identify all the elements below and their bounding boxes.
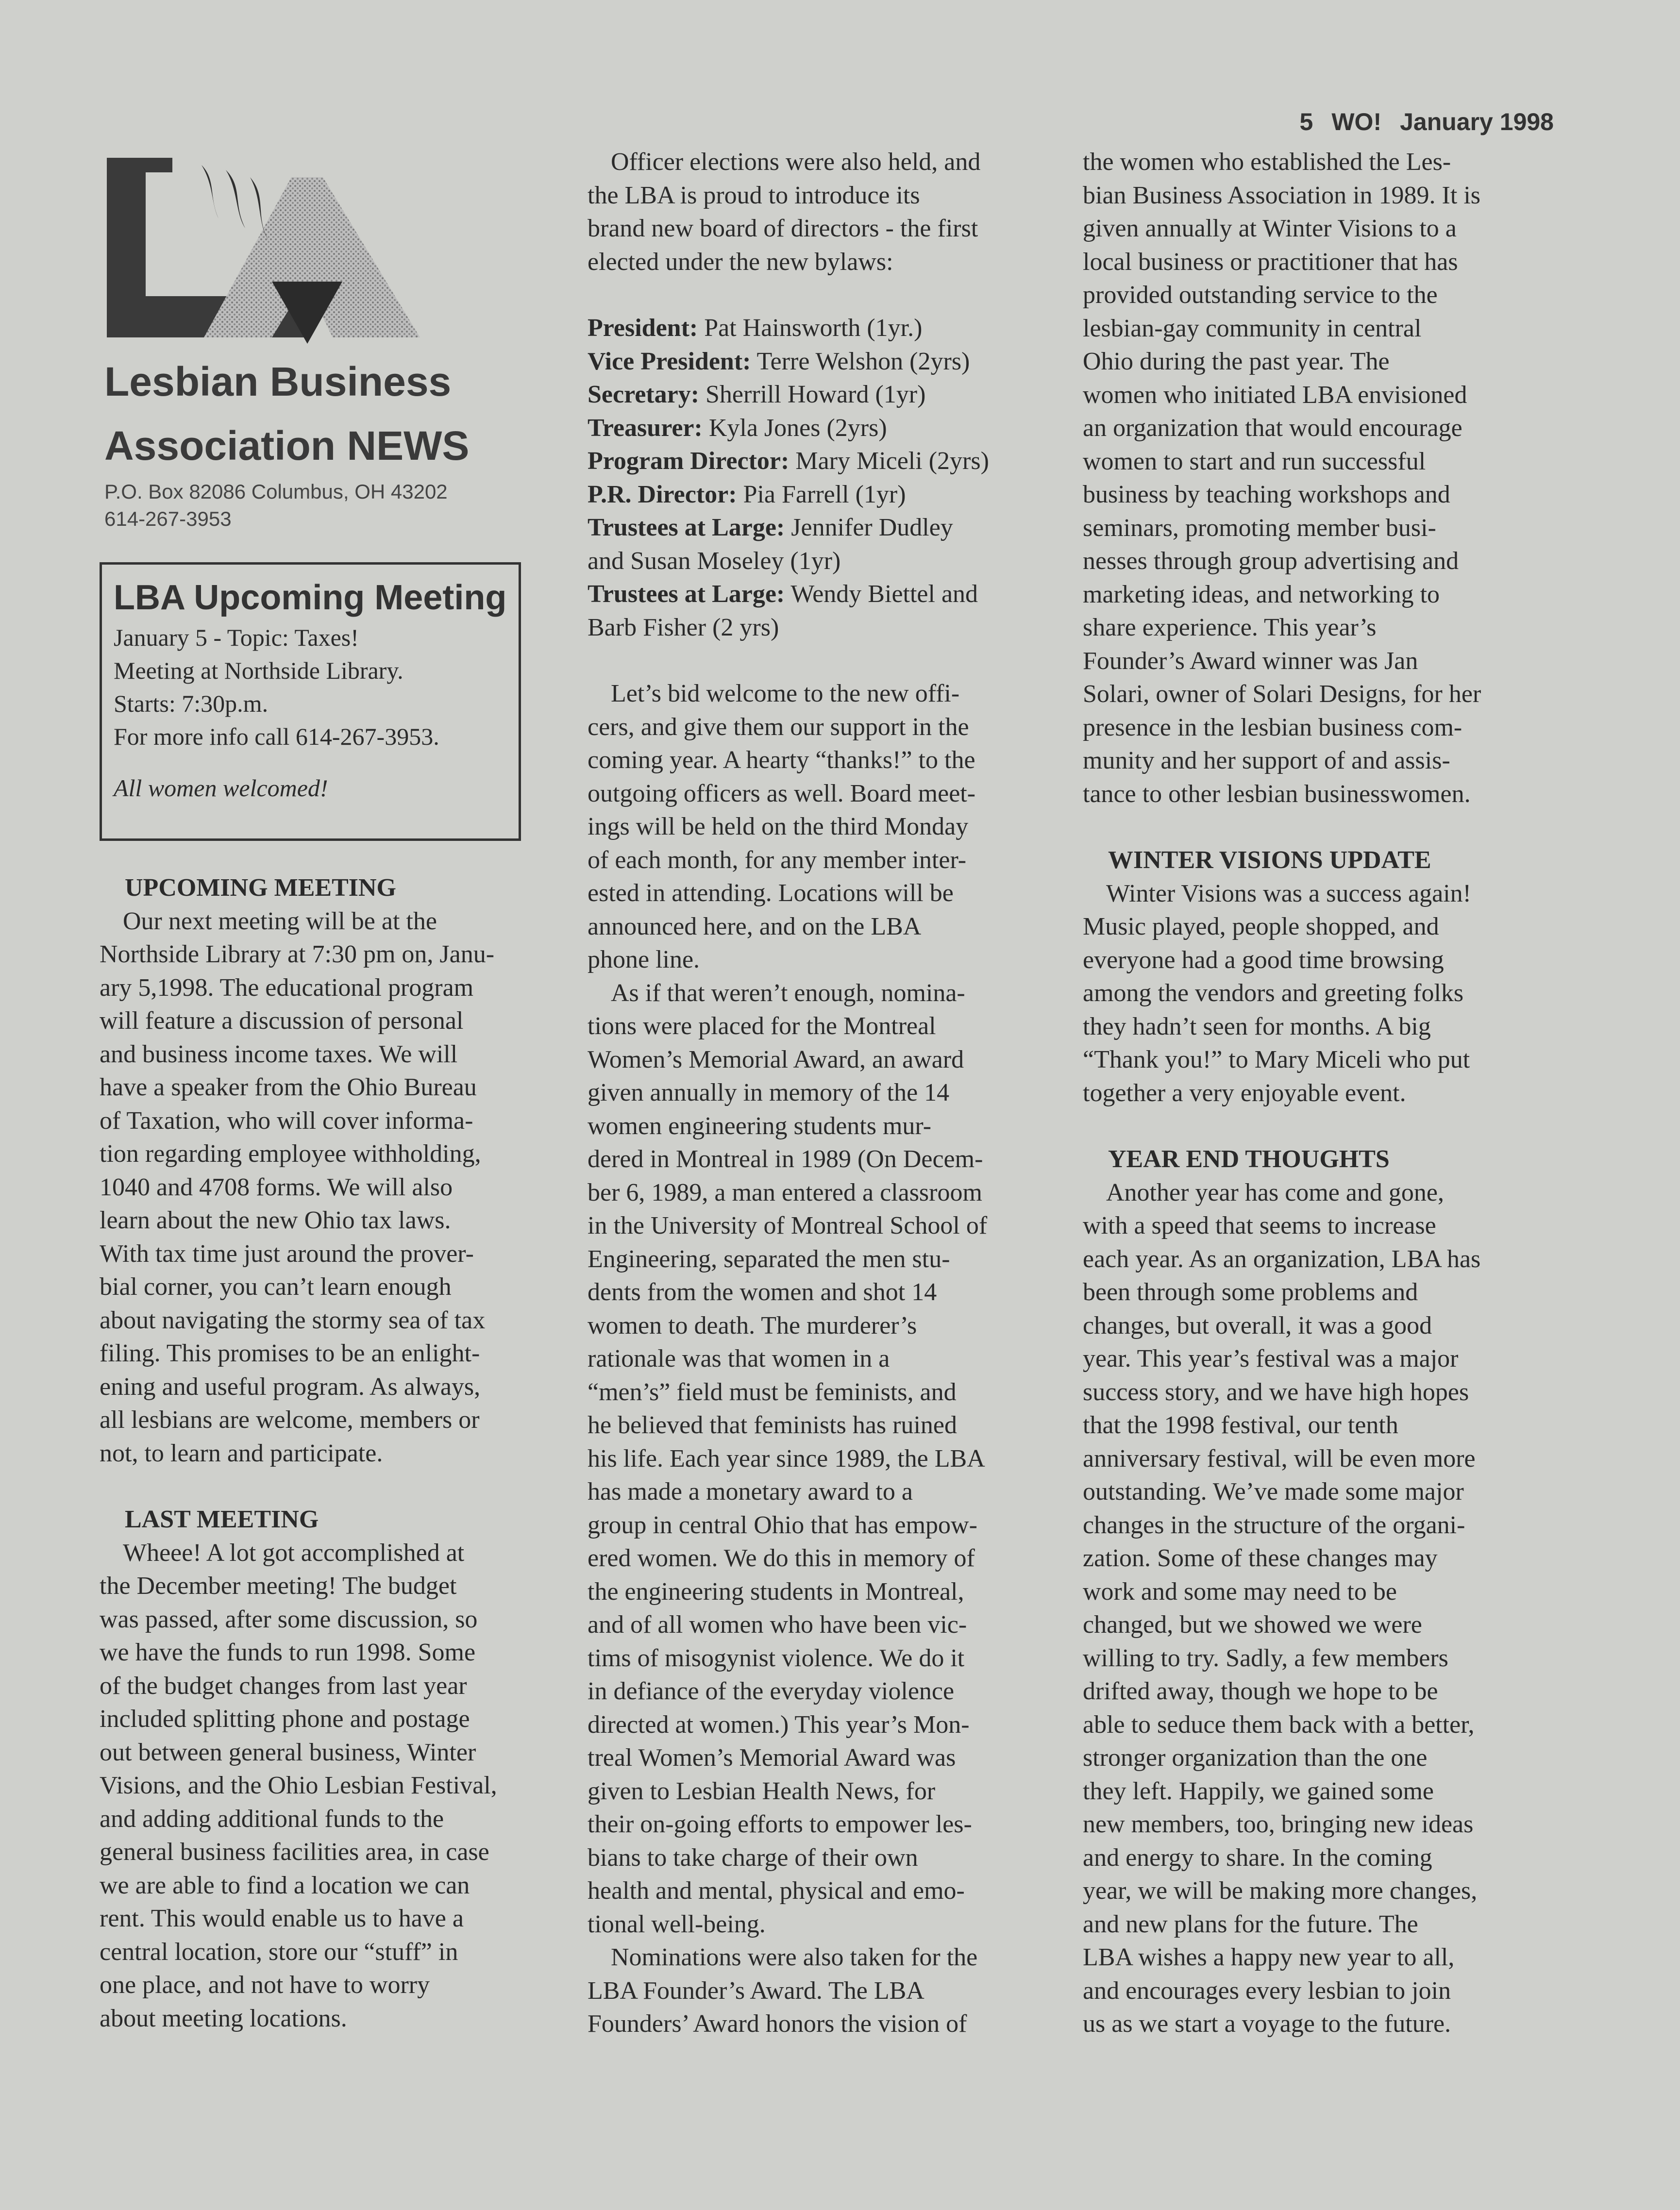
text-line: marketing ideas, and networking to: [1083, 580, 1440, 608]
column-2: [588, 146, 1049, 2041]
text-line: the women who established the Les-: [1083, 148, 1451, 176]
text-line: rationale was that women in a: [588, 1345, 890, 1373]
text-line: ening and useful program. As always,: [100, 1373, 481, 1401]
text-line: tional well-being.: [588, 1910, 766, 1938]
text-line: tion regarding employee withholding,: [100, 1140, 481, 1168]
text-line: Visions, and the Ohio Lesbian Festival,: [100, 1772, 497, 1799]
board-role: Treasurer:: [588, 414, 703, 442]
text-line: local business or practitioner that has: [1083, 248, 1458, 276]
text-line: bial corner, you can’t learn enough: [100, 1273, 452, 1301]
text-line: each year. As an organization, LBA has: [1083, 1245, 1481, 1273]
text-line: learn about the new Ohio tax laws.: [100, 1206, 451, 1234]
text-line: Founder’s Award winner was Jan: [1083, 647, 1418, 675]
text-line: LBA Founder’s Award. The LBA: [588, 1976, 924, 2005]
text-line: among the vendors and greeting folks: [1083, 979, 1464, 1007]
board-name: Barb Fisher (2 yrs): [588, 613, 779, 641]
board-role: Trustees at Large:: [588, 580, 785, 608]
column-3: [1083, 146, 1544, 2041]
board-member: [588, 412, 1049, 445]
text-line: Let’s bid welcome to the new offi-: [611, 680, 960, 707]
text-line: tance to other lesbian businesswomen.: [1083, 780, 1471, 808]
text-line: women to start and run successful: [1083, 447, 1426, 475]
text-line: filing. This promises to be an enlight-: [100, 1339, 480, 1367]
text-line: his life. Each year since 1989, the LBA: [588, 1444, 985, 1473]
masthead-line-1: Lesbian Business: [104, 359, 452, 404]
text-line: ested in attending. Locations will be: [588, 879, 954, 907]
text-line: and energy to share. In the coming: [1083, 1843, 1432, 1872]
text-line: their on-going efforts to empower les-: [588, 1810, 972, 1838]
text-line: LBA wishes a happy new year to all,: [1083, 1943, 1455, 1971]
text-line: stronger organization than the one: [1083, 1744, 1428, 1772]
text-line: work and some may need to be: [1083, 1577, 1397, 1606]
board-name: and Susan Moseley (1yr): [588, 547, 841, 575]
masthead-line-2: Association NEWS: [104, 423, 470, 469]
text-line: have a speaker from the Ohio Bureau: [100, 1073, 477, 1101]
text-line: given annually at Winter Visions to a: [1083, 215, 1457, 242]
text-line: we have the funds to run 1998. Some: [100, 1639, 476, 1666]
text-line: provided outstanding service to the: [1083, 281, 1438, 309]
text-line: Officer elections were also held, and: [611, 148, 981, 176]
text-line: women engineering students mur-: [588, 1112, 932, 1140]
text-line: Founders’ Award honors the vision of: [588, 2010, 967, 2038]
text-line: the LBA is proud to introduce its: [588, 181, 920, 209]
text-line: he believed that feminists has ruined: [588, 1411, 958, 1439]
text-line: everyone had a good time browsing: [1083, 946, 1444, 974]
text-line: nesses through group advertising and: [1083, 547, 1459, 575]
text-line: of Taxation, who will cover informa-: [100, 1106, 473, 1135]
text-line: together a very enjoyable event.: [1083, 1079, 1406, 1107]
board-name: Wendy Biettel and: [785, 580, 978, 608]
text-line: Northside Library at 7:30 pm on, Janu-: [100, 940, 495, 968]
text-line: Music played, people shopped, and: [1083, 913, 1439, 940]
meeting-box-line: For more info call 614-267-3953.: [114, 723, 439, 750]
upcoming-meeting-box: [100, 562, 521, 841]
text-line: the engineering students in Montreal,: [588, 1577, 964, 1606]
lba-logo: [104, 151, 435, 345]
text-line: about navigating the stormy sea of tax: [100, 1306, 486, 1334]
text-line: of the budget changes from last year: [100, 1672, 467, 1700]
text-line: about meeting locations.: [100, 2004, 347, 2032]
meeting-box-line: Starts: 7:30p.m.: [114, 690, 269, 717]
text-line: success story, and we have high hopes: [1083, 1378, 1469, 1406]
text-line: and adding additional funds to the: [100, 1805, 444, 1833]
board-name: Pia Farrell (1yr): [737, 480, 906, 508]
text-line: ber 6, 1989, a man entered a classroom: [588, 1178, 982, 1206]
text-line: out between general business, Winter: [100, 1738, 476, 1766]
text-line: Wheee! A lot got accomplished at: [123, 1539, 465, 1567]
text-line: and of all women who have been vic-: [588, 1611, 967, 1639]
text-line: ered women. We do this in memory of: [588, 1544, 975, 1572]
text-line: Ohio during the past year. The: [1083, 348, 1390, 375]
text-line: phone line.: [588, 946, 700, 973]
text-line: we are able to find a location we can: [100, 1871, 470, 1899]
text-line: changes, but overall, it was a good: [1083, 1311, 1432, 1339]
board-role: Program Director:: [588, 447, 790, 475]
publication-name: WO!: [1331, 108, 1382, 135]
text-line: been through some problems and: [1083, 1278, 1418, 1306]
text-line: outgoing officers as well. Board meet-: [588, 779, 976, 807]
text-line: brand new board of directors - the first: [588, 215, 978, 242]
text-line: with a speed that seems to increase: [1083, 1212, 1436, 1239]
board-role: Trustees at Large:: [588, 514, 785, 541]
text-line: Engineering, separated the men stu-: [588, 1245, 950, 1273]
text-line: and encourages every lesbian to join: [1083, 1976, 1451, 2005]
text-line: central location, store our “stuff” in: [100, 1938, 458, 1966]
text-line: tions were placed for the Montreal: [588, 1012, 936, 1040]
text-line: presence in the lesbian business com-: [1083, 713, 1462, 741]
meeting-box-line: January 5 - Topic: Taxes!: [114, 624, 359, 651]
board-member: [588, 378, 1049, 412]
meeting-box-note: All women welcomed!: [114, 774, 328, 802]
text-line: not, to learn and participate.: [100, 1439, 383, 1467]
board-name: Kyla Jones (2yrs): [702, 414, 887, 442]
board-member: [588, 478, 1049, 512]
text-line: Winter Visions was a success again!: [1106, 879, 1471, 907]
text-line: drifted away, though we hope to be: [1083, 1677, 1438, 1705]
text-line: Women’s Memorial Award, an award: [588, 1045, 964, 1073]
board-name: Terre Welshon (2yrs): [751, 347, 970, 375]
section-heading-last: LAST MEETING: [125, 1506, 319, 1533]
text-line: bians to take charge of their own: [588, 1843, 918, 1872]
text-line: all lesbians are welcome, members or: [100, 1406, 480, 1434]
board-member: [588, 511, 1049, 545]
text-line: general business facilities area, in case: [100, 1838, 489, 1866]
text-line: included splitting phone and postage: [100, 1705, 470, 1733]
text-line: With tax time just around the prover-: [100, 1239, 474, 1268]
text-line: new members, too, bringing new ideas: [1083, 1810, 1474, 1838]
text-line: given to Lesbian Health News, for: [588, 1777, 936, 1805]
text-line: group in central Ohio that has empow-: [588, 1511, 977, 1539]
board-role: Secretary:: [588, 381, 700, 408]
text-line: and business income taxes. We will: [100, 1040, 458, 1068]
text-line: given annually in memory of the 14: [588, 1079, 950, 1106]
text-line: coming year. A hearty “thanks!” to the: [588, 746, 975, 774]
phone-number: 614-267-3953: [104, 507, 232, 530]
text-line: an organization that would encourage: [1083, 414, 1462, 442]
text-line: elected under the new bylaws:: [588, 248, 893, 276]
text-line: lesbian-gay community in central: [1083, 314, 1422, 342]
text-line: cers, and give them our support in the: [588, 713, 969, 741]
text-line: year. This year’s festival was a major: [1083, 1345, 1459, 1373]
board-name: Pat Hainsworth (1yr.): [698, 314, 923, 342]
text-line: has made a monetary award to a: [588, 1478, 913, 1506]
text-line: changed, but we showed we were: [1083, 1611, 1422, 1639]
text-line: bian Business Association in 1989. It is: [1083, 181, 1480, 209]
text-line: they left. Happily, we gained some: [1083, 1777, 1434, 1805]
text-line: announced here, and on the LBA: [588, 912, 922, 940]
board-name: Mary Miceli (2yrs): [789, 447, 989, 475]
text-line: “men’s” field must be feminists, and: [588, 1378, 957, 1406]
board-name: Jennifer Dudley: [785, 514, 953, 541]
text-line: Our next meeting will be at the: [123, 907, 437, 935]
text-line: Another year has come and gone,: [1106, 1178, 1444, 1206]
text-line: of each month, for any member inter-: [588, 846, 967, 874]
text-line: dered in Montreal in 1989 (On Decem-: [588, 1145, 983, 1173]
text-line: year, we will be making more changes,: [1083, 1877, 1478, 1905]
text-line: Solari, owner of Solari Designs, for her: [1083, 680, 1481, 708]
text-line: one place, and not have to worry: [100, 1971, 430, 1999]
text-line: in the University of Montreal School of: [588, 1212, 988, 1239]
text-line: women to death. The murderer’s: [588, 1311, 917, 1339]
text-line: dents from the women and shot 14: [588, 1278, 937, 1306]
text-line: treal Women’s Memorial Award was: [588, 1744, 956, 1772]
text-line: seminars, promoting member busi-: [1083, 514, 1436, 542]
postal-address: P.O. Box 82086 Columbus, OH 43202: [104, 480, 448, 503]
column-1: [100, 871, 561, 2035]
board-member: [588, 445, 1049, 478]
text-line: willing to try. Sadly, a few members: [1083, 1644, 1448, 1672]
text-line: outstanding. We’ve made some major: [1083, 1478, 1464, 1506]
issue-date: January 1998: [1400, 108, 1554, 135]
text-line: the December meeting! The budget: [100, 1572, 457, 1600]
board-member: [588, 578, 1049, 611]
meeting-box-title: LBA Upcoming Meeting: [114, 578, 507, 617]
board-member: [588, 345, 1049, 379]
text-line: tims of misogynist violence. We do it: [588, 1644, 965, 1672]
text-line: “Thank you!” to Mary Miceli who put: [1083, 1046, 1470, 1073]
text-line: and new plans for the future. The: [1083, 1910, 1418, 1938]
text-line: changes in the structure of the organi-: [1083, 1511, 1465, 1539]
text-line: will feature a discussion of personal: [100, 1007, 464, 1035]
text-line: in defiance of the everyday violence: [588, 1677, 955, 1705]
text-line: they hadn’t seen for months. A big: [1083, 1012, 1431, 1040]
section-heading-winter-visions: WINTER VISIONS UPDATE: [1108, 846, 1431, 874]
board-role: Vice President:: [588, 347, 751, 375]
section-heading-year-end: YEAR END THOUGHTS: [1108, 1145, 1390, 1173]
board-member: [588, 611, 1049, 645]
board-member: [588, 312, 1049, 345]
text-line: 1040 and 4708 forms. We will also: [100, 1173, 453, 1201]
text-line: ary 5,1998. The educational program: [100, 973, 474, 1002]
board-role: P.R. Director:: [588, 480, 737, 508]
masthead-title: [104, 350, 541, 478]
text-line: rent. This would enable us to have a: [100, 1905, 464, 1932]
text-line: As if that weren’t enough, nomina-: [611, 979, 965, 1007]
board-member: [588, 545, 1049, 578]
board-of-directors-list: [588, 312, 1049, 644]
board-role: President:: [588, 314, 698, 342]
text-line: that the 1998 festival, our tenth: [1083, 1411, 1398, 1439]
page-header: [1253, 108, 1554, 136]
text-line: was passed, after some discussion, so: [100, 1605, 478, 1633]
page-number: 5: [1299, 108, 1313, 135]
text-line: zation. Some of these changes may: [1083, 1544, 1438, 1572]
text-line: munity and her support of and assis-: [1083, 747, 1450, 774]
text-line: us as we start a voyage to the future.: [1083, 2010, 1451, 2038]
masthead-address: [104, 478, 541, 533]
meeting-box-line: Meeting at Northside Library.: [114, 657, 403, 684]
text-line: health and mental, physical and emo-: [588, 1877, 965, 1905]
text-line: anniversary festival, will be even more: [1083, 1444, 1476, 1473]
section-heading-upcoming: UPCOMING MEETING: [125, 874, 396, 902]
text-line: Nominations were also taken for the: [611, 1943, 978, 1971]
text-line: business by teaching workshops and: [1083, 481, 1450, 508]
text-line: able to seduce them back with a better,: [1083, 1710, 1475, 1739]
text-line: share experience. This year’s: [1083, 614, 1377, 641]
text-line: women who initiated LBA envisioned: [1083, 381, 1467, 409]
text-line: ings will be held on the third Monday: [588, 813, 969, 840]
board-name: Sherrill Howard (1yr): [699, 381, 926, 408]
text-line: directed at women.) This year’s Mon-: [588, 1710, 970, 1739]
